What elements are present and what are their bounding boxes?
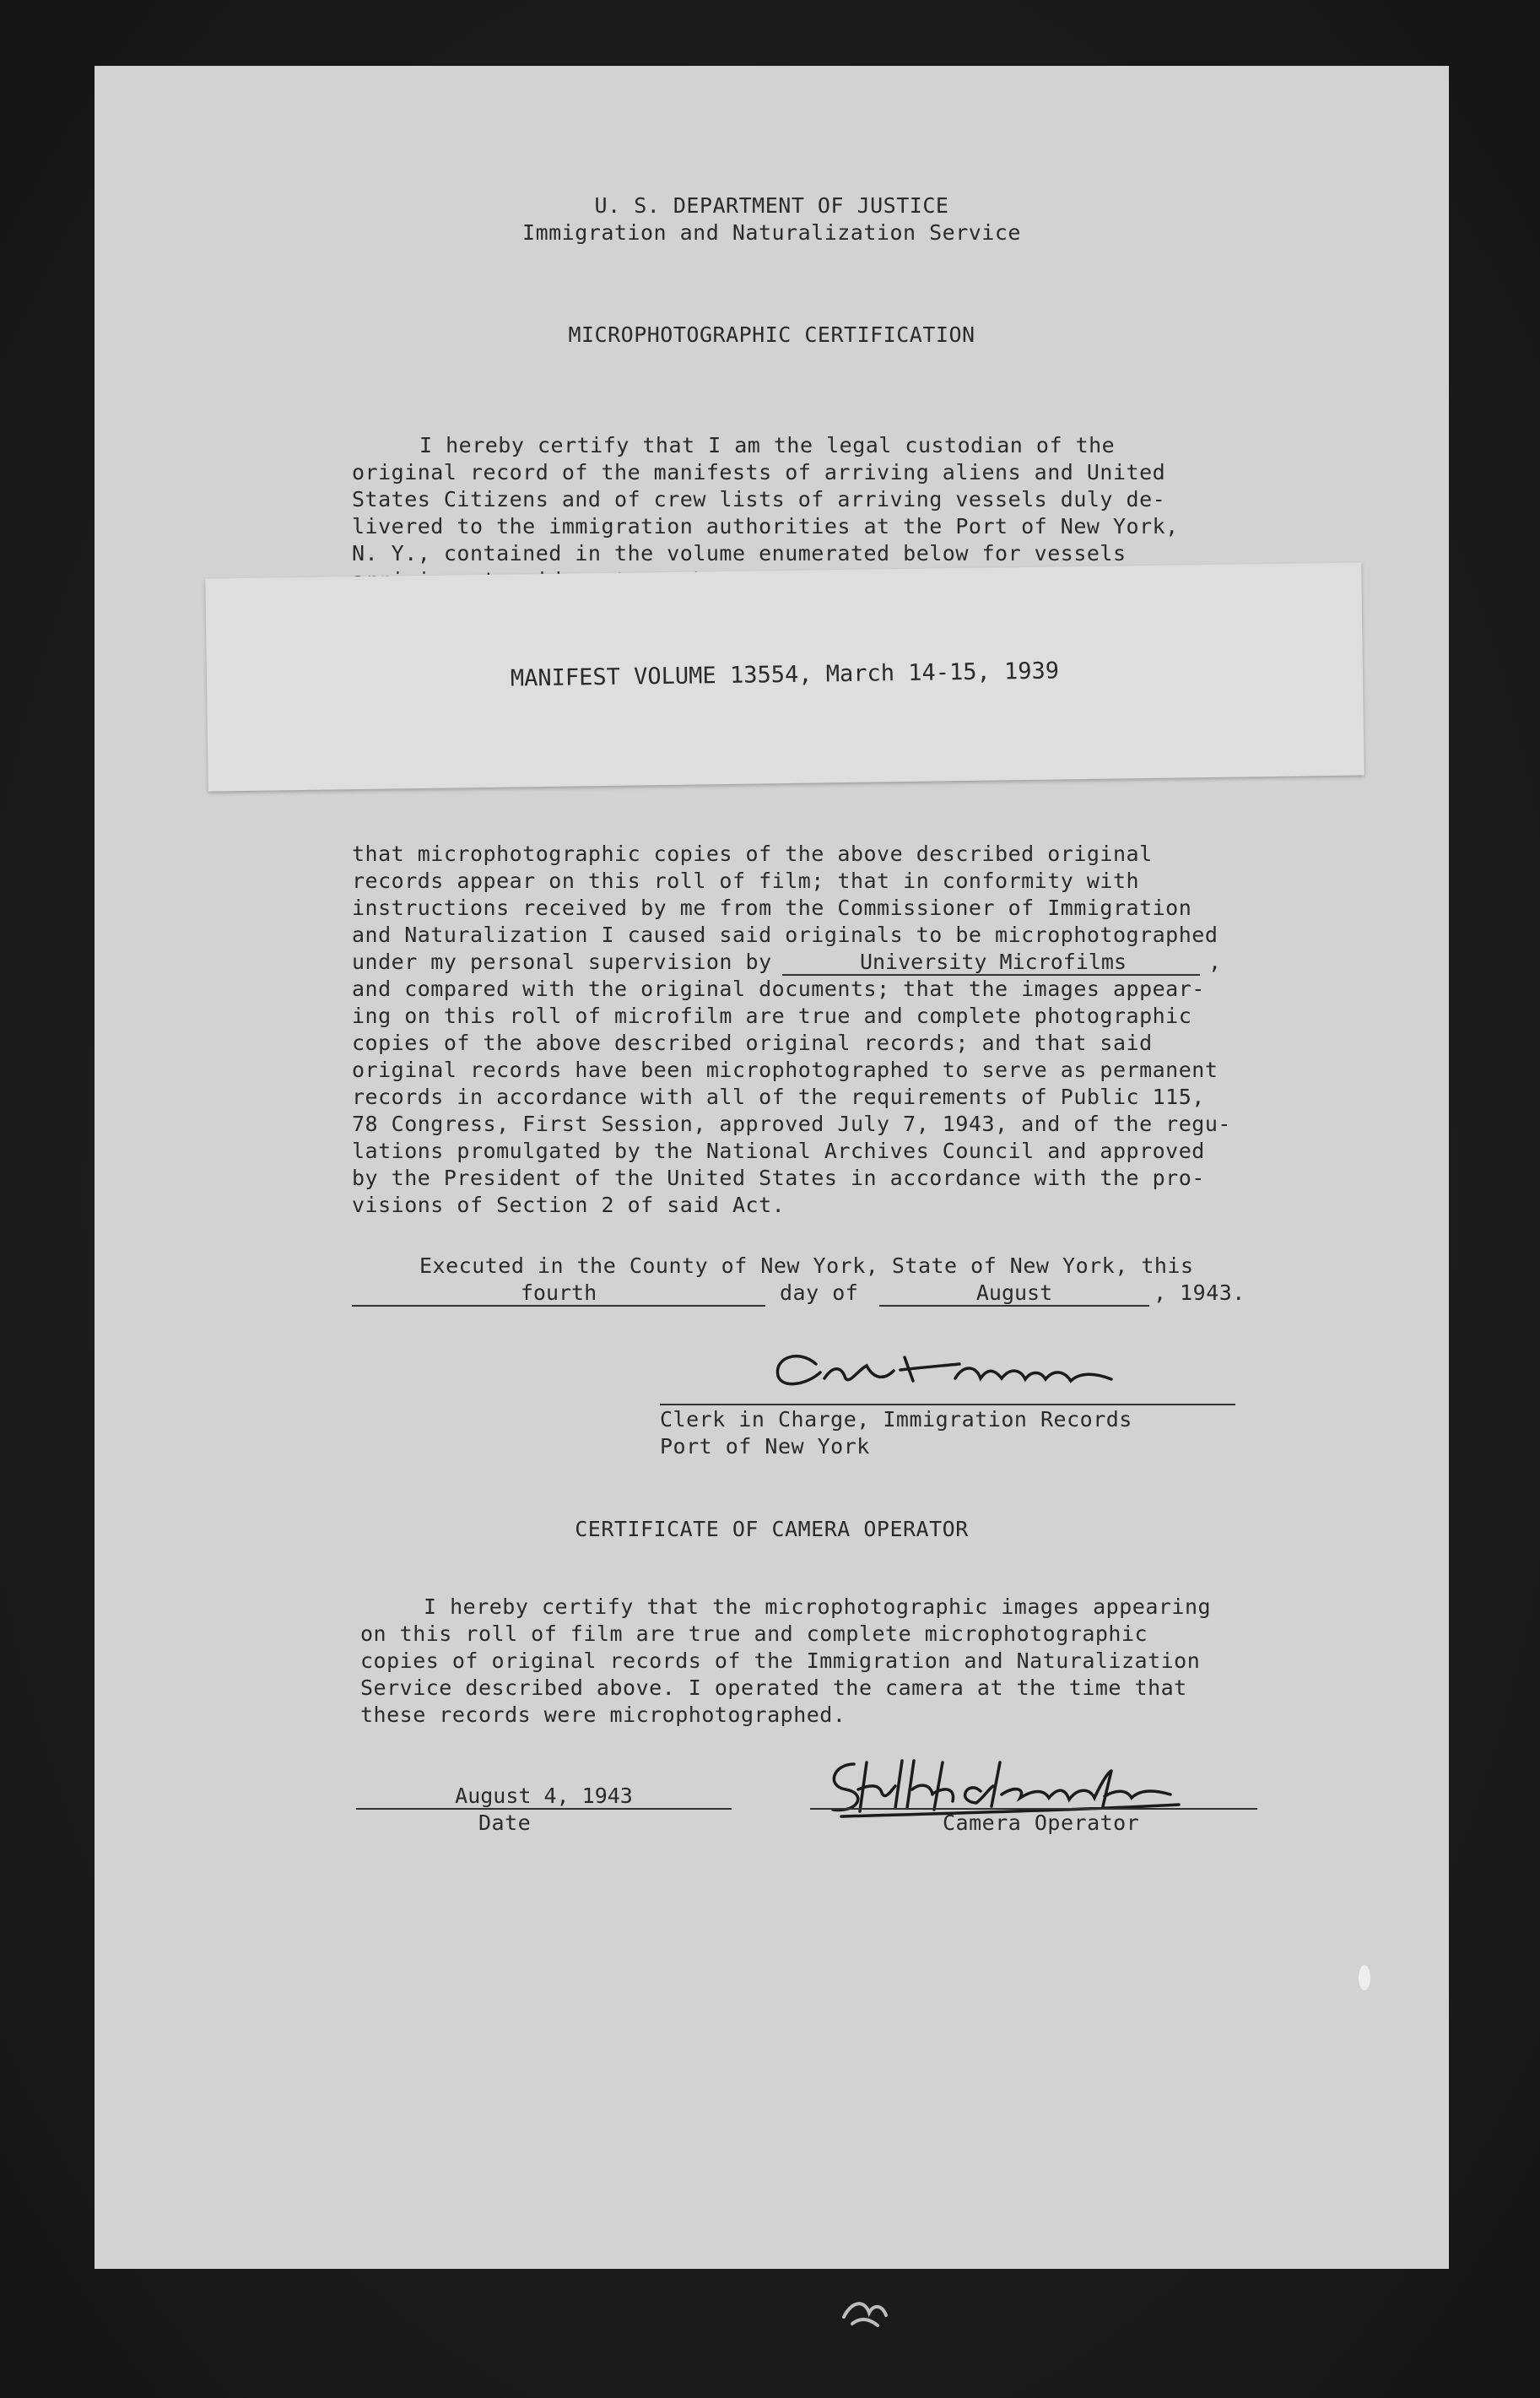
year-value: , 1943.: [1154, 1280, 1246, 1305]
intro-line: I hereby certify that I am the legal custodian of the: [419, 433, 1116, 457]
camera-line: on this roll of film are true and complete microphotographic: [360, 1621, 1148, 1646]
body-line: records in accordance with all of the requirements of Public 115,: [352, 1085, 1205, 1109]
film-edge-mark-icon: [840, 2292, 890, 2330]
body-line: original records have been microphotographed to serve as permanent: [352, 1058, 1218, 1082]
date-value: August 4, 1943: [455, 1784, 633, 1808]
day-underline: [352, 1305, 765, 1307]
manifest-volume-strip: [205, 562, 1364, 791]
intro-line: N. Y., contained in the volume enumerated below for vessels: [352, 541, 1127, 566]
camera-line: these records were microphotographed.: [360, 1702, 846, 1727]
operator-label: Camera Operator: [943, 1811, 1140, 1835]
body-line: copies of the above described original records; and that said: [352, 1031, 1153, 1055]
date-underline: [356, 1808, 732, 1810]
comma: ,: [1208, 950, 1222, 974]
clerk-signature-image: [740, 1332, 1179, 1399]
camera-line: I hereby certify that the microphotographic images appearing: [424, 1594, 1212, 1619]
manifest-volume: MANIFEST VOLUME 13554, March 14-15, 1939: [510, 658, 1060, 692]
body-line: visions of Section 2 of said Act.: [352, 1193, 786, 1217]
body-line: 78 Congress, First Session, approved July 7, 1943, and of the regu-: [352, 1112, 1231, 1136]
signer-place: Port of New York: [660, 1434, 870, 1459]
date-label: Date: [478, 1811, 532, 1835]
camera-line: Service described above. I operated the camera at the time that: [360, 1675, 1187, 1700]
intro-line: States Citizens and of crew lists of arriving vessels duly de-: [352, 487, 1166, 512]
body-line: and compared with the original documents; that the images appear-: [352, 977, 1205, 1001]
body-line: records appear on this roll of film; that in conformity with: [352, 869, 1140, 893]
body-line: instructions received by me from the Commissioner of Immigration: [352, 896, 1192, 920]
document-page: [95, 66, 1449, 2269]
body-line: and Naturalization I caused said originals to be microphotographed: [352, 923, 1218, 947]
body-line: by the President of the United States in accordance with the pro-: [352, 1166, 1205, 1190]
signer-title: Clerk in Charge, Immigration Records: [660, 1407, 1132, 1432]
executed-line: Executed in the County of New York, State of New York, this: [419, 1253, 1194, 1278]
camera-line: copies of original records of the Immigration and Naturalization: [360, 1648, 1201, 1673]
intro-line: livered to the immigration authorities at the Port of New York,: [352, 514, 1179, 539]
service-heading: Immigration and Naturalization Service: [522, 220, 1021, 245]
punch-hole-mark: [1359, 1965, 1370, 1990]
month-underline: [879, 1305, 1149, 1307]
clerk-signature-line: [660, 1404, 1235, 1405]
department-heading: U. S. DEPARTMENT OF JUSTICE: [594, 193, 949, 218]
day-value: fourth: [520, 1280, 597, 1305]
body-line: that microphotographic copies of the above described original: [352, 842, 1153, 866]
intro-line: original record of the manifests of arriving aliens and United: [352, 460, 1166, 484]
day-of-label: day of: [780, 1280, 859, 1305]
certification-title: MICROPHOTOGRAPHIC CERTIFICATION: [568, 322, 975, 347]
body-line: under my personal supervision by: [352, 950, 772, 974]
body-line: lations promulgated by the National Archives Council and approved: [352, 1139, 1205, 1163]
camera-certificate-title: CERTIFICATE OF CAMERA OPERATOR: [575, 1517, 969, 1541]
contractor-name: University Microfilms: [859, 950, 1127, 974]
month-value: August: [975, 1280, 1053, 1305]
body-line: ing on this roll of microfilm are true and complete photographic: [352, 1004, 1192, 1028]
